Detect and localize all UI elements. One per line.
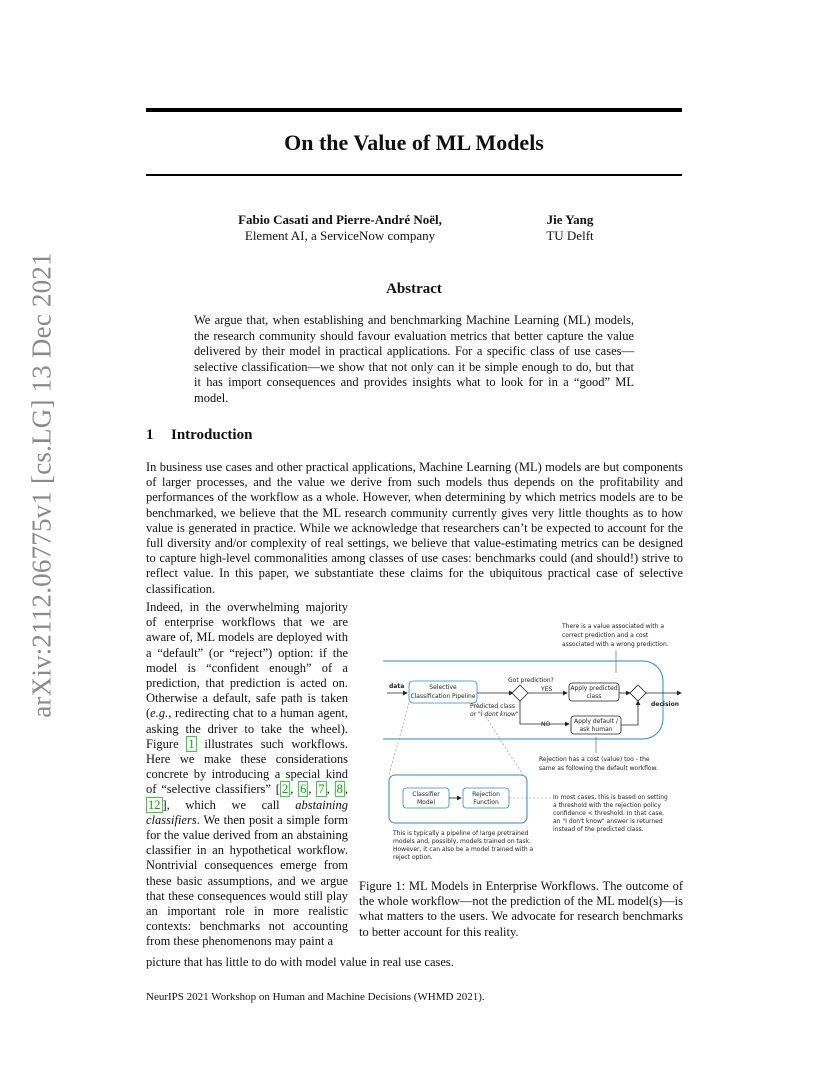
threshold-note: an "I don't know" answer is returned [553,818,663,825]
top-rule [146,108,682,112]
workflow-diagram [383,615,683,871]
pipeline-note: This is typically a pipeline of large pretrained [393,830,529,837]
note-value: There is a value associated with a [562,623,665,630]
intro-paragraph-1: In business use cases and other practical applications, Machine Learning (ML) models are but components of larger processes, and the value we derive from such models thus depends on the profitability and performances of the workflow as a whole. However, when determining by which metrics models are to be benchmarked, we believe that the ML research community currently gives very little thoughts as to how value is generated in practice. While we acknowledge that researchers can’t be expected to account for the full diversity and/or complexity of real settings, we believe that value-estimating metrics can be designed to capture high-level commonalities among classes of use cases: benchmarks could (and should!) strive to reflect value. In this paper, we substantiate these claims for the ubiquitous practical case of selective classification. [146,460,683,596]
apply-default-label: Apply default / [574,718,618,725]
text-run: , redirecting chat to a human agent, asking the driver to take the wheel). Figure [146,706,348,751]
arxiv-sidebar-stamp [22,252,62,718]
apply-predicted-label: class [586,693,602,700]
classifier-label: Model [416,799,436,806]
title-rule [146,174,682,176]
no-label: NO [541,721,551,728]
text-run: . We then posit a simple form for the value derived from an abstaining classifier in an hypothetical workflow. Nontrivial consequences emerge from these basic assumptions, and we argue that these consequences would still play an important role in more realistic contexts: benchmarks not accounting from these phenomenons may paint a [146,812,348,949]
section-heading [146,427,252,444]
text-run: ], which we call [162,797,296,812]
yes-label: YES [541,686,553,693]
intro-paragraph-2-tail: picture that has little to do with model value in real use cases. [146,955,454,969]
author-block-1 [210,212,470,244]
citation-link[interactable]: 12 [148,797,161,812]
note-value: associated with a wrong prediction. [562,641,669,648]
threshold-note: instead of the predicted class. [553,826,644,833]
pipeline-label: Classification Pipeline [410,693,476,700]
pipeline-note: reject option. [393,854,433,861]
gateway-diamond [512,685,528,701]
arxiv-id: arXiv:2112.06775v1 [cs.LG] 13 Dec 2021 [26,252,57,718]
text-run-italic: abstaining classifiers [146,797,348,827]
author-name: Fabio Casati and Pierre-André Noël, [238,212,442,227]
figure-1-diagram [383,615,683,871]
gateway-label: Got prediction? [508,677,554,684]
page-footer: NeurIPS 2021 Workshop on Human and Machine Decisions (WHMD 2021). [146,991,485,1003]
text-run-italic: e.g. [150,706,169,721]
data-label: data [389,683,405,690]
threshold-note: confidence < threshold. In that case, [553,810,665,817]
figure-reference-link[interactable]: 1 [188,736,195,751]
author-affiliation: Element AI, a ServiceNow company [244,228,436,243]
citation-link[interactable]: 7 [318,782,325,797]
decision-label: decision [651,701,679,708]
merge-diamond [630,685,646,701]
abstract-text: We argue that, when establishing and benchmarking Machine Learning (ML) models, the research community should favour evaluation metrics that better capture the value delivered by their model in practical applications. For a specific class of use cases—selective classification—we show that not only can it be simple enough to do, but that it has import consequences and provides insights what to look for in a “good” ML model. [194,313,634,405]
text-run: illustrates such workflows. Here we make these considerations concrete by introducing a special kind of “selective classifiers” [ [146,736,348,797]
apply-default-label: ask human [579,726,613,733]
apply-predicted-label: Apply predicted [570,685,618,692]
default-merge-arrow [621,701,638,725]
author-block-2 [520,212,620,244]
pipeline-label: Selective [429,684,457,691]
paper-title: On the Value of ML Models [284,130,544,155]
figure-caption: Figure 1: ML Models in Enterprise Workflows. The outcome of the whole workflow—not the prediction of the ML model(s)—is what matters to the users. We advocate for research benchmarks to better account for this reality. [359,879,683,939]
intro-paragraph-2: Indeed, in the overwhelming majority of enterprise workflows that we are aware of, ML models are deployed with a “default” (or “reject”) option: if the model is “confident enough” of a prediction, that prediction is acted on. Otherwise a default, safe path is taken (e.g., redirecting chat to a human agent, asking the driver to take the wheel). Figure 1 illustrates such workflows. Here we make these considerations concrete by introducing a special kind of “selective classifiers” [ 2 , 6 , 7 , 8 , 12 ], which we call abstaining classifiers. We then posit a simple form for the value derived from an abstaining classifier in an hypothetical workflow. Nontrivial consequences emerge from these basic assumptions, and we argue that these consequences would still play an important role in more realistic contexts: benchmarks not accounting from these phenomenons may paint a [146,600,349,949]
citation-link[interactable]: 8 [336,782,343,797]
abstract-heading: Abstract [386,281,442,297]
rejection-note: Rejection has a cost (value) too - the [539,756,650,763]
text-run: Indeed, in the overwhelming majority of enterprise workflows that we are aware of, ML models are deployed with a “default” (or “reject”) option: if the model is “confident enough” of a prediction, that prediction is acted on. Otherwise a default, safe path is taken ( [146,600,348,721]
predicted-class-label: or "I dont know" [470,711,519,718]
section-number: 1 [146,427,154,443]
classifier-label: Classifier [412,791,440,798]
threshold-note: In most cases, this is based on setting [553,794,668,801]
threshold-note: a threshold with the rejection policy [553,802,661,809]
citation-link[interactable]: 2 [281,782,289,797]
rejection-function-label: Function [473,799,499,806]
author-name: Jie Yang [546,212,594,227]
citation-link[interactable]: 6 [300,782,307,797]
author-affiliation: TU Delft [546,228,594,243]
pipeline-note: However, it can also be a model trained with a [393,846,534,853]
rejection-function-label: Rejection [472,791,500,798]
section-title: Introduction [171,427,253,443]
rejection-note: same as following the default workflow. [539,765,658,772]
note-value: correct prediction and a cost [562,632,649,639]
pipeline-note: models and, possibly, models trained on task. [393,838,532,845]
predicted-class-label: Predicted class [470,703,515,710]
